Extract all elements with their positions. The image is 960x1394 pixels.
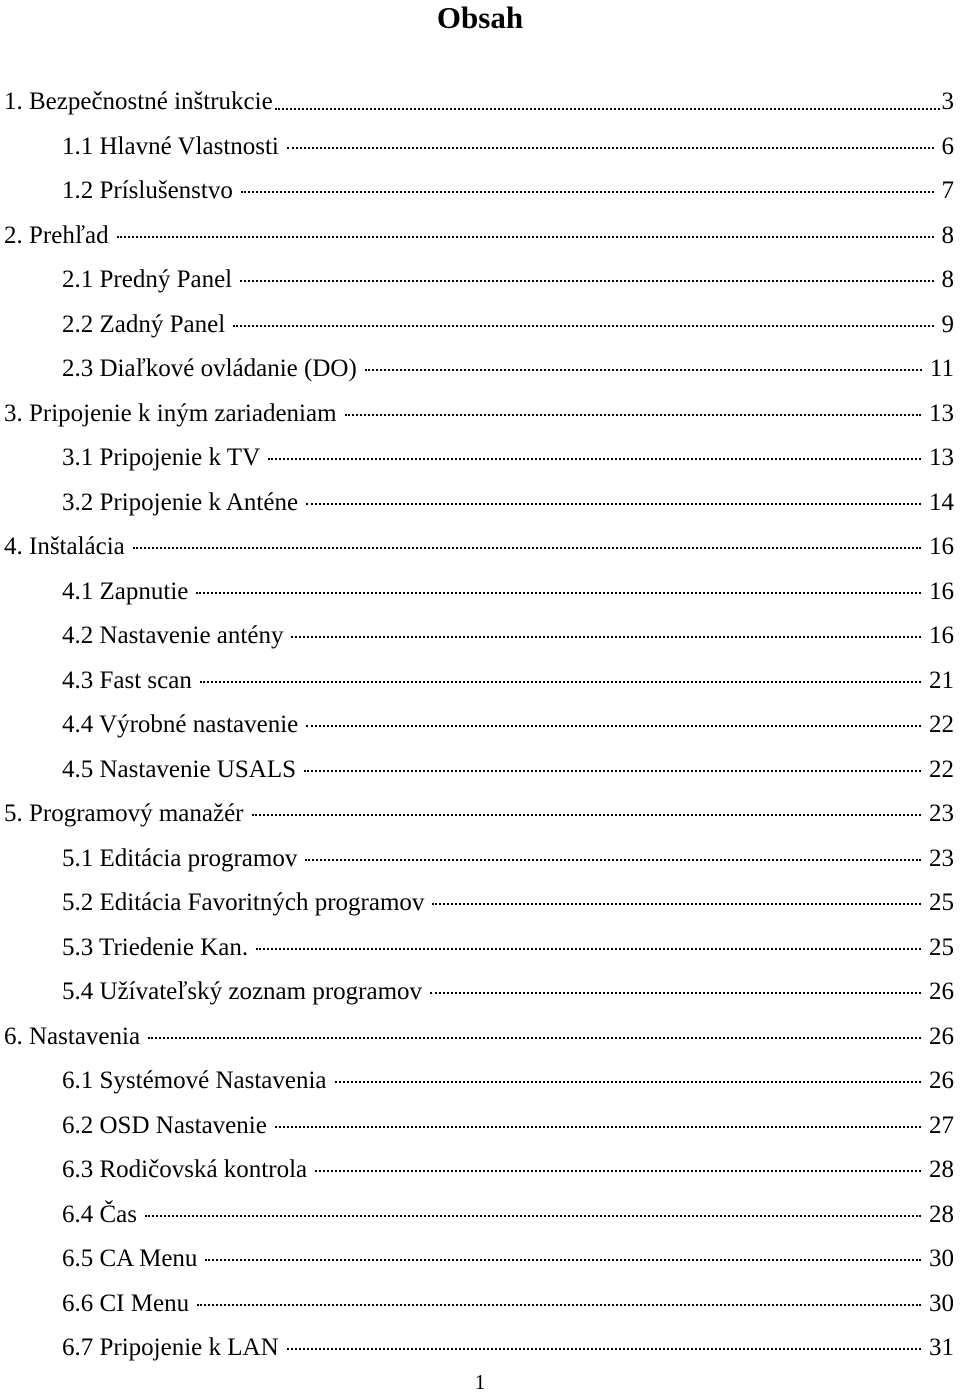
dot-leader [275,108,940,110]
toc-entry-label: 6.7 Pripojenie k LAN [62,1334,279,1361]
toc-entry [62,171,954,207]
dot-leader [430,992,921,994]
toc-entry-page: 22 [929,711,954,738]
toc-entry-page: 30 [929,1245,954,1272]
toc-entry-page: 26 [929,1023,954,1050]
toc-entry-page: 27 [929,1112,954,1139]
toc-entry-page: 13 [929,444,954,471]
toc-entry [62,972,954,1008]
toc-entry [62,928,954,964]
toc-entry-label: 6.5 CA Menu [62,1245,198,1272]
toc-entry [62,616,954,652]
toc-entry-label: 4.2 Nastavenie antény [62,622,284,649]
toc-entry [62,572,954,608]
page-number: 1 [474,1370,486,1394]
toc-entry [62,839,954,875]
toc-entry [62,1284,954,1320]
toc-entry-page: 26 [929,978,954,1005]
toc-entry [62,1195,954,1231]
toc-entry [4,794,954,830]
toc-entry-label: 5.2 Editácia Favoritných programov [62,889,425,916]
toc-entry-page: 8 [941,266,954,293]
toc-entry-label: 2.2 Zadný Panel [62,311,226,338]
toc-entry-label: 1.1 Hlavné Vlastnosti [62,133,279,160]
toc-entry-page: 7 [941,177,954,204]
toc-entry [62,883,954,919]
toc-entry-label: 3. Pripojenie k iným zariadeniam [4,400,337,427]
toc-entry-label: 6. Nastavenia [4,1023,141,1050]
toc-entry [62,127,954,163]
dot-leader [432,903,921,905]
toc-entry-label: 1.2 Príslušenstvo [62,177,233,204]
toc-entry [4,527,954,563]
dot-leader [335,1081,921,1083]
toc-entry [4,216,954,252]
dot-leader [275,1126,921,1128]
dot-leader [133,547,921,549]
toc-entry [4,394,954,430]
toc-entry-label: 6.6 CI Menu [62,1290,190,1317]
toc-entry [62,1328,954,1364]
page-title: Obsah [436,0,524,35]
toc-entry-label: 6.1 Systémové Nastavenia [62,1067,327,1094]
dot-leader [315,1170,921,1172]
dot-leader [145,1215,921,1217]
toc-entry [62,1106,954,1142]
dot-leader [117,236,934,238]
toc-entry-page: 28 [929,1156,954,1183]
dot-leader [365,369,922,371]
dot-leader [205,1259,921,1261]
toc-entry-page: 25 [929,934,954,961]
toc-entry-page: 14 [929,489,954,516]
toc-entry-page: 26 [929,1067,954,1094]
dot-leader [241,191,934,193]
toc-entry-label: 4.5 Nastavenie USALS [62,756,296,783]
toc-entry-label: 5.1 Editácia programov [62,845,298,872]
toc-entry-page: 16 [929,622,954,649]
dot-leader [287,147,934,149]
toc-entry-label: 4.4 Výrobné nastavenie [62,711,299,738]
toc-entry-page: 11 [929,355,954,382]
toc-entry [4,82,954,118]
toc-entry-label: 2. Prehľad [4,222,109,249]
toc-entry-label: 5.4 Užívateľský zoznam programov [62,978,423,1005]
toc-entry-page: 3 [941,88,954,115]
toc-entry [62,349,954,385]
toc-entry [62,1150,954,1186]
toc-entry-label: 1. Bezpečnostné inštrukcie [4,88,273,115]
toc-entry-page: 23 [929,800,954,827]
toc-entry [62,260,954,296]
toc-entry [4,1017,954,1053]
dot-leader [233,325,933,327]
dot-leader [304,770,921,772]
toc-entry-page: 8 [941,222,954,249]
dot-leader [148,1037,921,1039]
dot-leader [256,948,921,950]
toc-entry-label: 5.3 Triedenie Kan. [62,934,249,961]
toc-entry-label: 4.3 Fast scan [62,667,192,694]
toc-entry-label: 2.1 Predný Panel [62,266,233,293]
dot-leader [291,636,921,638]
toc-entry-page: 25 [929,889,954,916]
dot-leader [252,814,921,816]
toc-entry-label: 6.3 Rodičovská kontrola [62,1156,308,1183]
toc-entry [62,483,954,519]
toc-entry-label: 6.2 OSD Nastavenie [62,1112,267,1139]
toc-entry-page: 28 [929,1201,954,1228]
toc-entry-label: 3.1 Pripojenie k TV [62,444,261,471]
toc-entry-page: 16 [929,533,954,560]
toc-entry [62,1061,954,1097]
toc-entry-label: 2.3 Diaľkové ovládanie (DO) [62,355,357,382]
toc-entry-page: 31 [929,1334,954,1361]
toc-entry-page: 13 [929,400,954,427]
toc-entry-page: 30 [929,1290,954,1317]
toc-entry-label: 6.4 Čas [62,1201,137,1228]
toc-entry [62,305,954,341]
dot-leader [196,592,921,594]
dot-leader [306,725,921,727]
toc-entry [62,750,954,786]
dot-leader [345,414,921,416]
toc-entry-label: 4.1 Zapnutie [62,578,189,605]
dot-leader [200,681,921,683]
toc-entry-label: 5. Programový manažér [4,800,244,827]
toc-entry-label: 3.2 Pripojenie k Anténe [62,489,299,516]
dot-leader [287,1348,921,1350]
toc-entry-page: 16 [929,578,954,605]
toc-entry-label: 4. Inštalácia [4,533,125,560]
dot-leader [240,280,933,282]
toc-entry [62,1239,954,1275]
toc-entry-page: 22 [929,756,954,783]
toc-entry [62,705,954,741]
dot-leader [306,503,921,505]
toc-entry-page: 9 [941,311,954,338]
toc-entry-page: 23 [929,845,954,872]
toc-entry-page: 6 [941,133,954,160]
toc-entry-page: 21 [929,667,954,694]
dot-leader [197,1304,921,1306]
toc-entry [62,661,954,697]
dot-leader [305,859,921,861]
dot-leader [268,458,921,460]
toc-entry [62,438,954,474]
